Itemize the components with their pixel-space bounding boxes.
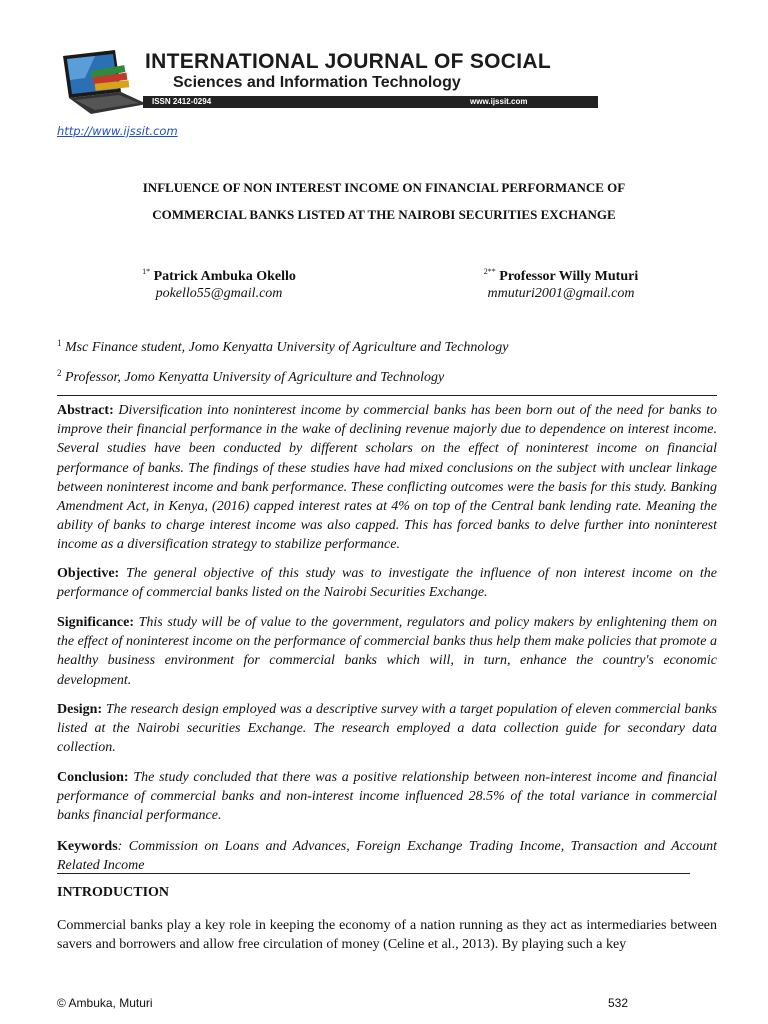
introduction-text: Commercial banks play a key role in keeping the economy of a nation running as they act as intermediaries between savers and borrowers and allow free circulation of money (Celine et al., 2013). By playing such a key bbox=[57, 918, 717, 953]
author-1-name: Patrick Ambuka Okello bbox=[153, 269, 296, 284]
significance bbox=[57, 613, 717, 690]
journal-title: INTERNATIONAL JOURNAL OF SOCIAL bbox=[145, 50, 551, 73]
affiliation-1-marker: 1 bbox=[57, 338, 62, 348]
author-1-marker: 1* bbox=[142, 267, 151, 276]
affiliation-2-text: Professor, Jomo Kenyatta University of Agriculture and Technology bbox=[65, 370, 445, 385]
design-label: Design: bbox=[57, 702, 103, 717]
section-divider bbox=[57, 395, 717, 396]
introduction-heading: INTRODUCTION bbox=[57, 885, 170, 900]
author-2-email: mmuturi2001@gmail.com bbox=[487, 286, 635, 301]
journal-header bbox=[55, 42, 615, 122]
affiliation-1 bbox=[57, 338, 509, 356]
journal-website-link[interactable]: http://www.ijssit.com bbox=[57, 124, 178, 138]
footer-copyright: © Ambuka, Muturi bbox=[57, 996, 153, 1010]
design-text: The research design employed was a descriptive survey with a target population of eleven commercial banks listed at the Nairobi securities Exchange. The research employed a data collection guide for secondary data collection. bbox=[57, 702, 717, 756]
conclusion-label: Conclusion: bbox=[57, 770, 129, 785]
issn-label: ISSN 2412-0294 bbox=[152, 97, 212, 106]
significance-label: Significance: bbox=[57, 615, 134, 630]
affiliation-2-marker: 2 bbox=[57, 368, 62, 378]
design bbox=[57, 700, 717, 758]
author-1 bbox=[99, 267, 339, 302]
author-2-marker: 2** bbox=[483, 267, 496, 276]
affiliation-2 bbox=[57, 368, 444, 386]
keywords-divider bbox=[57, 873, 690, 874]
page-number: 532 bbox=[608, 996, 629, 1010]
journal-subtitle: Sciences and Information Technology bbox=[173, 74, 461, 91]
conclusion bbox=[57, 768, 717, 826]
keywords bbox=[57, 837, 717, 875]
conclusion-text: The study concluded that there was a positive relationship between non-interest income and financial performance of commercial banks and non-interest income influenced 28.5% of the total variance in commercial banks financial performance. bbox=[57, 770, 718, 824]
author-2 bbox=[441, 267, 681, 302]
abstract-label: Abstract: bbox=[57, 403, 114, 418]
significance-text: This study will be of value to the government, regulators and policy makers by enlightening them on the effect of noninterest income on the performance of commercial banks thus help them make policies that promote a healthy business environment for commercial banks which will, in turn, enhance the country's economic development. bbox=[57, 615, 718, 688]
affiliation-1-text: Msc Finance student, Jomo Kenyatta University of Agriculture and Technology bbox=[65, 340, 509, 355]
objective bbox=[57, 564, 717, 602]
paper-title-line-1: INFLUENCE OF NON INTEREST INCOME ON FINANCIAL PERFORMANCE OF bbox=[142, 180, 626, 195]
paper-title-line-2: COMMERCIAL BANKS LISTED AT THE NAIROBI SECURITIES EXCHANGE bbox=[152, 207, 616, 222]
author-2-name: Professor Willy Muturi bbox=[499, 269, 639, 284]
abstract bbox=[57, 401, 717, 555]
keywords-label: Keywords bbox=[57, 839, 118, 854]
objective-label: Objective: bbox=[57, 566, 120, 581]
header-bar bbox=[143, 96, 598, 108]
laptop-books-logo-icon bbox=[55, 48, 155, 120]
author-1-email: pokello55@gmail.com bbox=[155, 286, 283, 301]
keywords-text: : Commission on Loans and Advances, Foreign Exchange Trading Income, Transaction and Account Related Income bbox=[57, 839, 717, 874]
header-url: www.ijssit.com bbox=[470, 97, 528, 106]
abstract-text: Diversification into noninterest income by commercial banks has been born out of the need for banks to improve their financial performance in the wake of declining revenue majorly due to dependence on interest income. Several studies have been conducted by different scholars on the effect of noninterest income on financial performance of banks. The findings of these studies have had mixed conclusions on the subject with unclear linkage between noninterest income and bank performance. These conflicting outcomes were the basis for this study. Banking Amendment Act, in Kenya, (2016) capped interest rates at 4% on top of the Central bank lending rate. Meaning the ability of banks to charge interest income was also capped. This has forced banks to delve further into noninterest income as a diversification strategy to stabilize performance. bbox=[57, 403, 717, 553]
objective-text: The general objective of this study was to investigate the influence of non interest income on the performance of commercial banks listed on the Nairobi Securities Exchange. bbox=[57, 566, 718, 601]
